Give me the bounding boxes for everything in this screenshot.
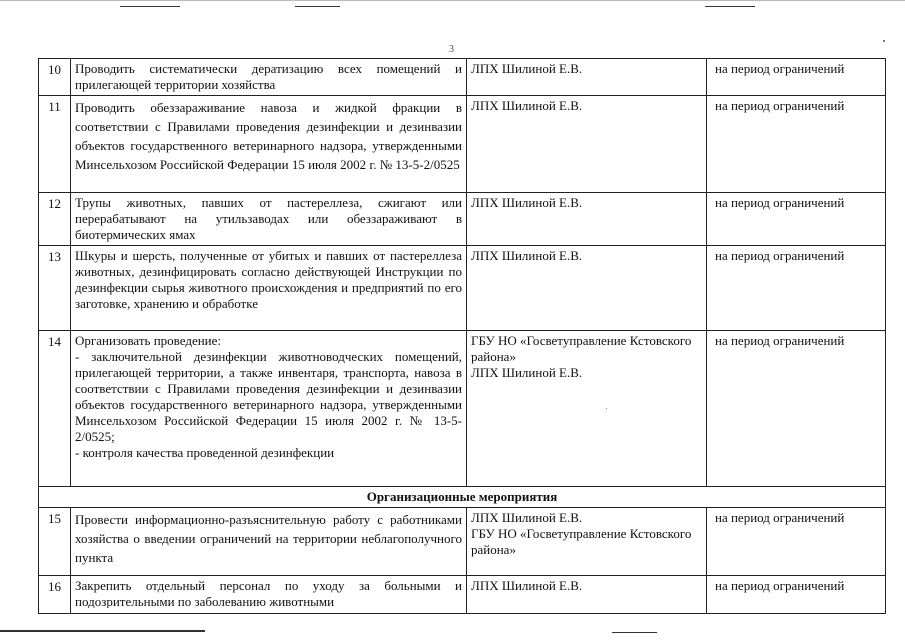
- row-term: на период ограничений: [707, 576, 886, 614]
- row-action-item: - заключительной дезинфекции животноводческих помещений, прилегающей территории, а также инвентаря, транспорта, навоза в соответствии с Правилами проведения дезинфекции и дезинвазии объектов государственного ветеринарного надзора, утвержденными Минсельхозом Российской Федерации 15 июля 2002 г. № 13-5-2/0525;: [75, 349, 462, 444]
- row-action: Проводить систематически дератизацию всех помещений и прилегающей территории хозяйства: [71, 59, 467, 96]
- row-action: Провести информационно-разъяснительную работу с работниками хозяйства о введении ограничений на территории неблагополучного пункта: [71, 508, 467, 576]
- row-number: 10: [39, 59, 71, 96]
- scan-speck: [883, 40, 885, 42]
- table-row: [39, 193, 886, 246]
- row-action: Проводить обеззараживание навоза и жидкой фракции в соответствии с Правилами проведения дезинфекции и дезинвазии объектов государственного ветеринарного надзора, утвержденными Минсельхозом Российской Федерации 15 июля 2002 г. № 13-5-2/0525: [71, 96, 467, 193]
- row-executor: ЛПХ Шилиной Е.В.: [471, 510, 583, 525]
- section-title: Организационные мероприятия: [39, 487, 886, 508]
- row-number: 14: [39, 331, 71, 487]
- section-header-row: [39, 487, 886, 508]
- row-executor: ГБУ НО «Госветуправление Кстовского района»: [471, 526, 692, 557]
- row-term: на период ограничений: [707, 508, 886, 576]
- row-executor: ЛПХ Шилиной Е.В.: [471, 365, 583, 380]
- row-term: на период ограничений: [707, 331, 886, 487]
- row-term: на период ограничений: [707, 193, 886, 246]
- row-action: Трупы животных, павших от пастереллеза, сжигают или перерабатывают на утильзаводах или обеззараживают в биотермических ямах: [71, 193, 467, 246]
- table-row: [39, 576, 886, 614]
- table-row: [39, 59, 886, 96]
- table-row: [39, 331, 886, 487]
- scan-mark-top-mid: [295, 6, 340, 7]
- table-row: [39, 96, 886, 193]
- row-term: на период ограничений: [707, 96, 886, 193]
- row-action-intro: Организовать проведение:: [75, 333, 222, 348]
- row-executor: ЛПХ Шилиной Е.В.: [471, 61, 583, 76]
- row-action: Шкуры и шерсть, полученные от убитых и павших от пастереллеза животных, дезинфицировать согласно действующей Инструкции по дезинфекции сырья животного происхождения и предприятий по его заготовке, хранению и обработке: [71, 246, 467, 331]
- table-row: [39, 246, 886, 331]
- row-action: Закрепить отдельный персонал по уходу за больными и подозрительными по заболеванию животными: [75, 578, 462, 608]
- measures-table: [38, 58, 886, 614]
- row-executor: ЛПХ Шилиной Е.В.: [471, 195, 583, 210]
- row-number: 11: [39, 96, 71, 193]
- scan-mark-top-left: [120, 6, 180, 7]
- row-executor: ЛПХ Шилиной Е.В.: [471, 578, 583, 593]
- scan-edge-top: [0, 0, 905, 1]
- page-number: 3: [449, 44, 454, 55]
- row-executor: ГБУ НО «Госветуправление Кстовского района»: [471, 333, 692, 364]
- row-action-item: - контроля качества проведенной дезинфекции: [75, 445, 335, 460]
- scan-edge-bottom-left: [0, 630, 205, 632]
- table-row: [39, 508, 886, 576]
- scan-edge-bottom-right: [612, 632, 657, 633]
- row-term: на период ограничений: [707, 246, 886, 331]
- row-term: на период ограничений: [707, 59, 886, 96]
- scan-mark-top-right: [705, 6, 755, 7]
- row-executor: ЛПХ Шилиной Е.В.: [471, 248, 583, 263]
- row-number: 16: [39, 576, 71, 614]
- row-number: 13: [39, 246, 71, 331]
- row-executor: ЛПХ Шилиной Е.В.: [471, 98, 583, 113]
- row-number: 12: [39, 193, 71, 246]
- row-number: 15: [39, 508, 71, 576]
